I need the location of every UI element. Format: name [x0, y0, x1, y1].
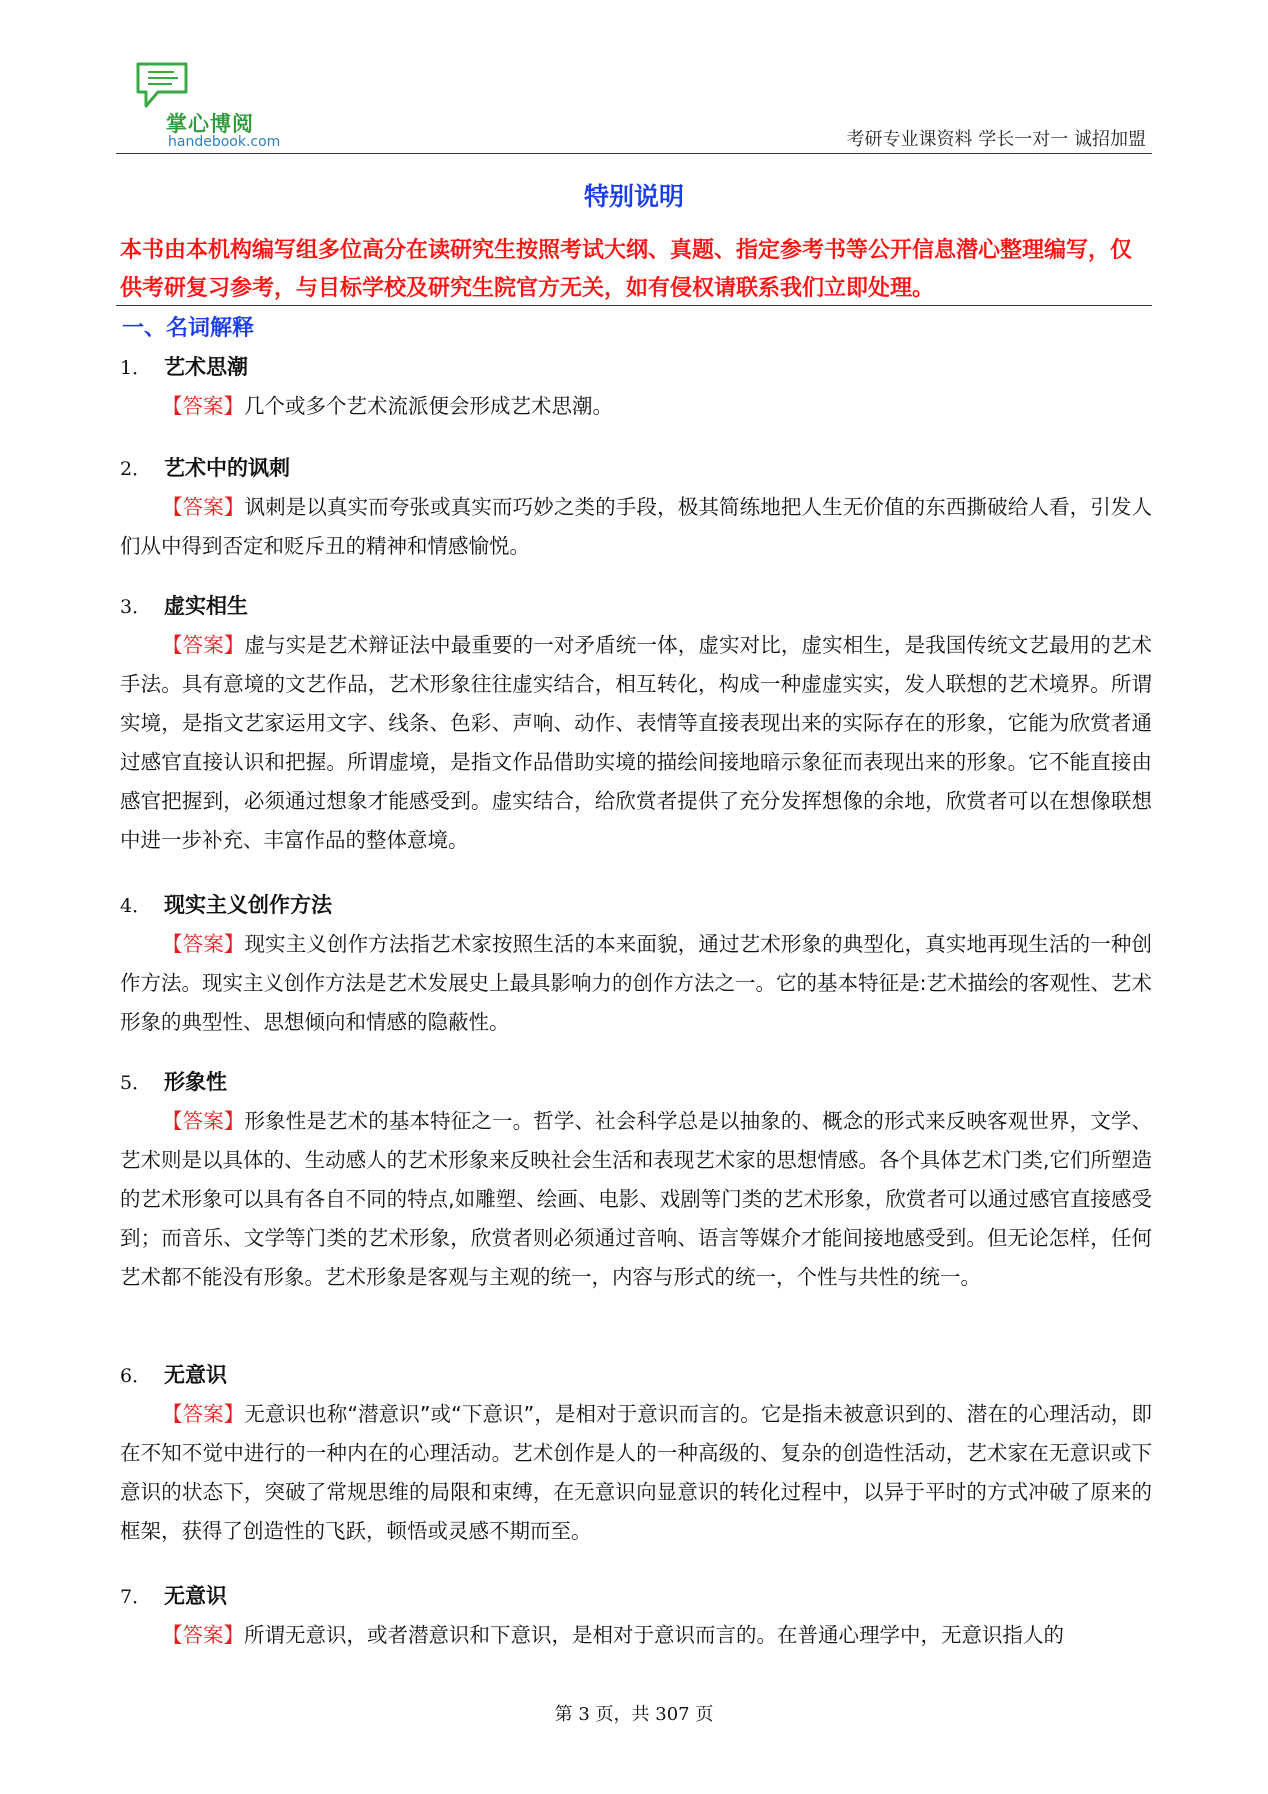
- term-answer: [120, 1616, 1152, 1655]
- answer-tag: 【答案】: [162, 633, 245, 657]
- answer-tag: 【答案】: [162, 1623, 244, 1647]
- term-name: 虚实相生: [164, 594, 248, 618]
- answer-tag: 【答案】: [162, 394, 244, 418]
- answer-tag: 【答案】: [162, 495, 245, 519]
- logo: [132, 58, 292, 158]
- term-entry: [120, 1576, 1152, 1655]
- answer-tag: 【答案】: [162, 1109, 245, 1133]
- answer-text: 几个或多个艺术流派便会形成艺术思潮。: [244, 394, 613, 418]
- term-number: 4．: [120, 895, 152, 917]
- answer-text: 讽刺是以真实而夸张或真实而巧妙之类的手段，极其简练地把人生无价值的东西撕破给人看，引发人们从中得到否定和贬斥丑的精神和情感愉悦。: [120, 495, 1153, 558]
- answer-text: 所谓无意识，或者潜意识和下意识，是相对于意识而言的。在普通心理学中，无意识指人的: [244, 1623, 1064, 1647]
- term-answer: [120, 1395, 1152, 1551]
- term-entry: [120, 347, 1152, 426]
- disclaimer-notice: 本书由本机构编写组多位高分在读研究生按照考试大纲、真题、指定参考书等公开信息潜心整理编写，仅供考研复习参考，与目标学校及研究生院官方无关，如有侵权请联系我们立即处理。: [120, 238, 1133, 301]
- term-name: 现实主义创作方法: [164, 893, 332, 917]
- section-heading: 一、名词解释: [122, 316, 255, 341]
- term-number: 7．: [120, 1586, 152, 1608]
- answer-text: 形象性是艺术的基本特征之一。哲学、社会科学总是以抽象的、概念的形式来反映客观世界，文学、艺术则是以具体的、生动感人的艺术形象来反映社会生活和表现艺术家的思想情感。各个具体艺术门类,它们所塑造的艺术形象可以具有各自不同的特点,如雕塑、绘画、电影、戏剧等门类的艺术形象，欣赏者可以通过感官直接感受到；而音乐、文学等门类的艺术形象，欣赏者则必须通过音响、语言等媒介才能间接地感受到。但无论怎样，任何艺术都不能没有形象。艺术形象是客观与主观的统一，内容与形式的统一，个性与共性的统一。: [120, 1109, 1153, 1289]
- term-number: 5．: [120, 1072, 152, 1094]
- term-number: 3．: [120, 596, 152, 618]
- page-title: 特别说明: [583, 182, 684, 211]
- answer-tag: 【答案】: [162, 932, 245, 956]
- answer-text: 无意识也称“潜意识”或“下意识”，是相对于意识而言的。它是指未被意识到的、潜在的心理活动，即在不知不觉中进行的一种内在的心理活动。艺术创作是人的一种高级的、复杂的创造性活动，艺术家在无意识或下意识的状态下，突破了常规思维的局限和束缚，在无意识向显意识的转化过程中，以异于平时的方式冲破了原来的框架，获得了创造性的飞跃，顿悟或灵感不期而至。: [120, 1402, 1153, 1543]
- term-number: 1．: [120, 357, 152, 379]
- term-name: 艺术思潮: [164, 355, 248, 379]
- term-entry: [120, 586, 1152, 860]
- term-entry: [120, 1355, 1152, 1551]
- term-number: 6．: [120, 1365, 152, 1387]
- header-slogan: 考研专业课资料 学长一对一 诚招加盟: [846, 129, 1146, 150]
- answer-tag: 【答案】: [162, 1402, 245, 1426]
- term-name: 艺术中的讽刺: [164, 456, 290, 480]
- term-answer: [120, 387, 1152, 426]
- term-name: 形象性: [164, 1070, 227, 1094]
- term-answer: [120, 925, 1152, 1042]
- answer-text: 虚与实是艺术辩证法中最重要的一对矛盾统一体，虚实对比，虚实相生，是我国传统文艺最用的艺术手法。具有意境的文艺作品，艺术形象往往虚实结合，相互转化，构成一种虚虚实实，发人联想的艺术境界。所谓实境，是指文艺家运用文字、线条、色彩、声响、动作、表情等直接表现出来的实际存在的形象，它能为欣赏者通过感官直接认识和把握。所谓虚境，是指文作品借助实境的描绘间接地暗示象征而表现出来的形象。它不能直接由感官把握到，必须通过想象才能感受到。虚实结合，给欣赏者提供了充分发挥想像的余地，欣赏者可以在想像联想中进一步补充、丰富作品的整体意境。: [120, 633, 1153, 852]
- logo-name: 掌心博阅: [166, 112, 254, 136]
- term-name: 无意识: [164, 1584, 227, 1608]
- answer-text: 现实主义创作方法指艺术家按照生活的本来面貌，通过艺术形象的典型化，真实地再现生活的一种创作方法。现实主义创作方法是艺术发展史上最具影响力的创作方法之一。它的基本特征是:艺术描绘的客观性、艺术形象的典型性、思想倾向和情感的隐蔽性。: [120, 932, 1153, 1034]
- header-divider: [116, 153, 1152, 154]
- page-footer: 第 3 页，共 307 页: [554, 1704, 714, 1725]
- notice-divider: [116, 305, 1152, 306]
- term-answer: [120, 488, 1152, 566]
- term-entry: [120, 1062, 1152, 1297]
- term-answer: [120, 1102, 1152, 1297]
- logo-url: handebook.com: [168, 134, 281, 150]
- term-entry: [120, 448, 1152, 566]
- term-number: 2．: [120, 458, 152, 480]
- term-name: 无意识: [164, 1363, 227, 1387]
- term-answer: [120, 626, 1152, 860]
- term-entry: [120, 885, 1152, 1042]
